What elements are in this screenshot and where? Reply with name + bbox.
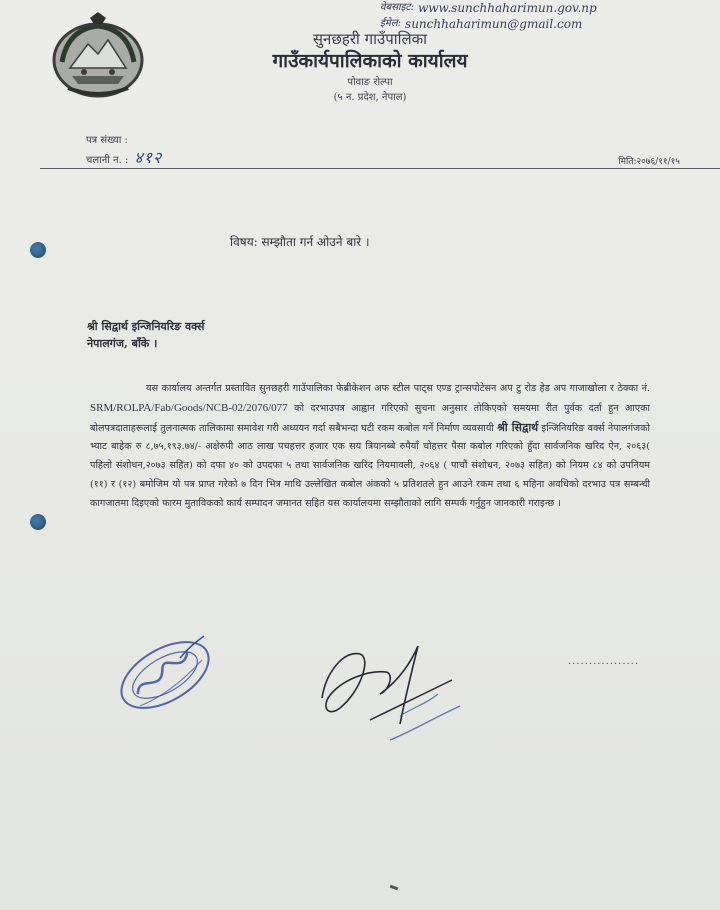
dispatch-label: चलानी न. : [86, 155, 129, 166]
addressee-name: श्री सिद्वार्थ इन्जिनियरिङ वर्क्स [87, 320, 205, 333]
body-part-3: इन्जिनियरिङ वर्क्स नेपालगंजको भ्याट बाहेक रु ८,७५,१९३.७४/- अक्षेरुपी आठ लाख पचहत्तर हजार एक सय त्रियानब्बे रुपैयाँ चोहत्तर पैसा कबोल गरिएको हुँदा सार्वजनिक खरिद ऐन, २०६३( पहिलो संशोधन,२०७३ सहित) को दफा ४० को उपदफा ५ तथा सार्वजनिक खरिद नियमावली, २०६४ ( पाचौं संशोधन, २०७३ सहित) को नियम ८४ को उपनियम (११) र (१२) बमोजिम यो पत्र प्राप्त गरेको ७ दिन भित्र माथि उल्लेखित कबोल अंकको ५ प्रतिशतले हुन आउने रकम तथा ६ महिना अवधिको दरभाउ पत्र सम्बन्धी कागजातमा दिइएको फारम मुताविकको कार्य सम्पादन जमानत सहित यस कार्यालयमा सम्झौताको लागि सम्पर्क गर्नुहुन जानकारी गराइन्छ । [90, 422, 650, 509]
letterhead-title [230, 30, 510, 105]
paper-mark [390, 885, 399, 891]
addressee-block [87, 318, 204, 352]
dispatch-handwritten-number: ४१२ [134, 148, 163, 167]
nepal-emblem-icon [48, 10, 148, 102]
addressee-location: नेपालगंज, बाँके । [87, 337, 158, 350]
office-name: गाउँकार्यपालिकाको कार्यालय [272, 50, 468, 72]
contract-number: SRM/ROLPA/Fab/Goods/NCB-02/2076/077 [90, 401, 288, 414]
contact-block [380, 0, 640, 32]
firm-name: श्री सिद्वार्थ [497, 420, 539, 434]
dispatch-number [86, 150, 162, 169]
office-place: पोवाङ रोल्पा [347, 77, 393, 88]
email-label: ईमेल: [380, 18, 402, 29]
letter-date: मिति:२०७६/११/१५ [618, 157, 680, 167]
letter-body [90, 380, 650, 514]
office-province: (५ न. प्रदेश, नेपाल) [333, 92, 407, 103]
website-link[interactable]: www.sunchhaharimun.gov.np [417, 1, 597, 15]
punch-hole-icon [30, 242, 46, 258]
body-part-2: को दरभाउपत्र आह्वान गरिएको सुचना अनुसार तोकिएको समयमा रीत पुर्वक दर्ता हुन आएका बोलपत्रदाताहरूलाई तुलनात्मक तालिकामा समावेश गरी अध्ययन गर्दा सबैभन्दा घटी रकम कबोल गर्ने निर्माण व्यवसायी [90, 402, 650, 434]
official-signature-icon [300, 620, 480, 760]
punch-hole-icon [30, 514, 46, 530]
signature-line: ................. [568, 656, 640, 667]
municipality-name: सुनछहरी गाउँपालिका [312, 30, 428, 48]
letter-number-label: पत्र संख्या : [86, 135, 128, 146]
email-link[interactable]: sunchhaharimun@gmail.com [405, 17, 583, 31]
website-label: वेबसाइट: [380, 2, 414, 13]
body-part-1: यस कार्यालय अन्तर्गत प्रस्तावित सुनछहरी गाउँपालिका फेब्रीकेशन अफ स्टील पाट्स एण्ड ट्रान्सपोटेसन अप टु रोड हेड अप गाजाखोला र ठेक्का नं. [146, 383, 650, 394]
website-row [380, 0, 640, 16]
body-paragraph [90, 380, 650, 514]
office-stamp-icon [110, 620, 220, 730]
header-divider [40, 168, 720, 169]
letter-subject: विषय: सम्झौता गर्न ओउने बारे । [230, 235, 370, 249]
